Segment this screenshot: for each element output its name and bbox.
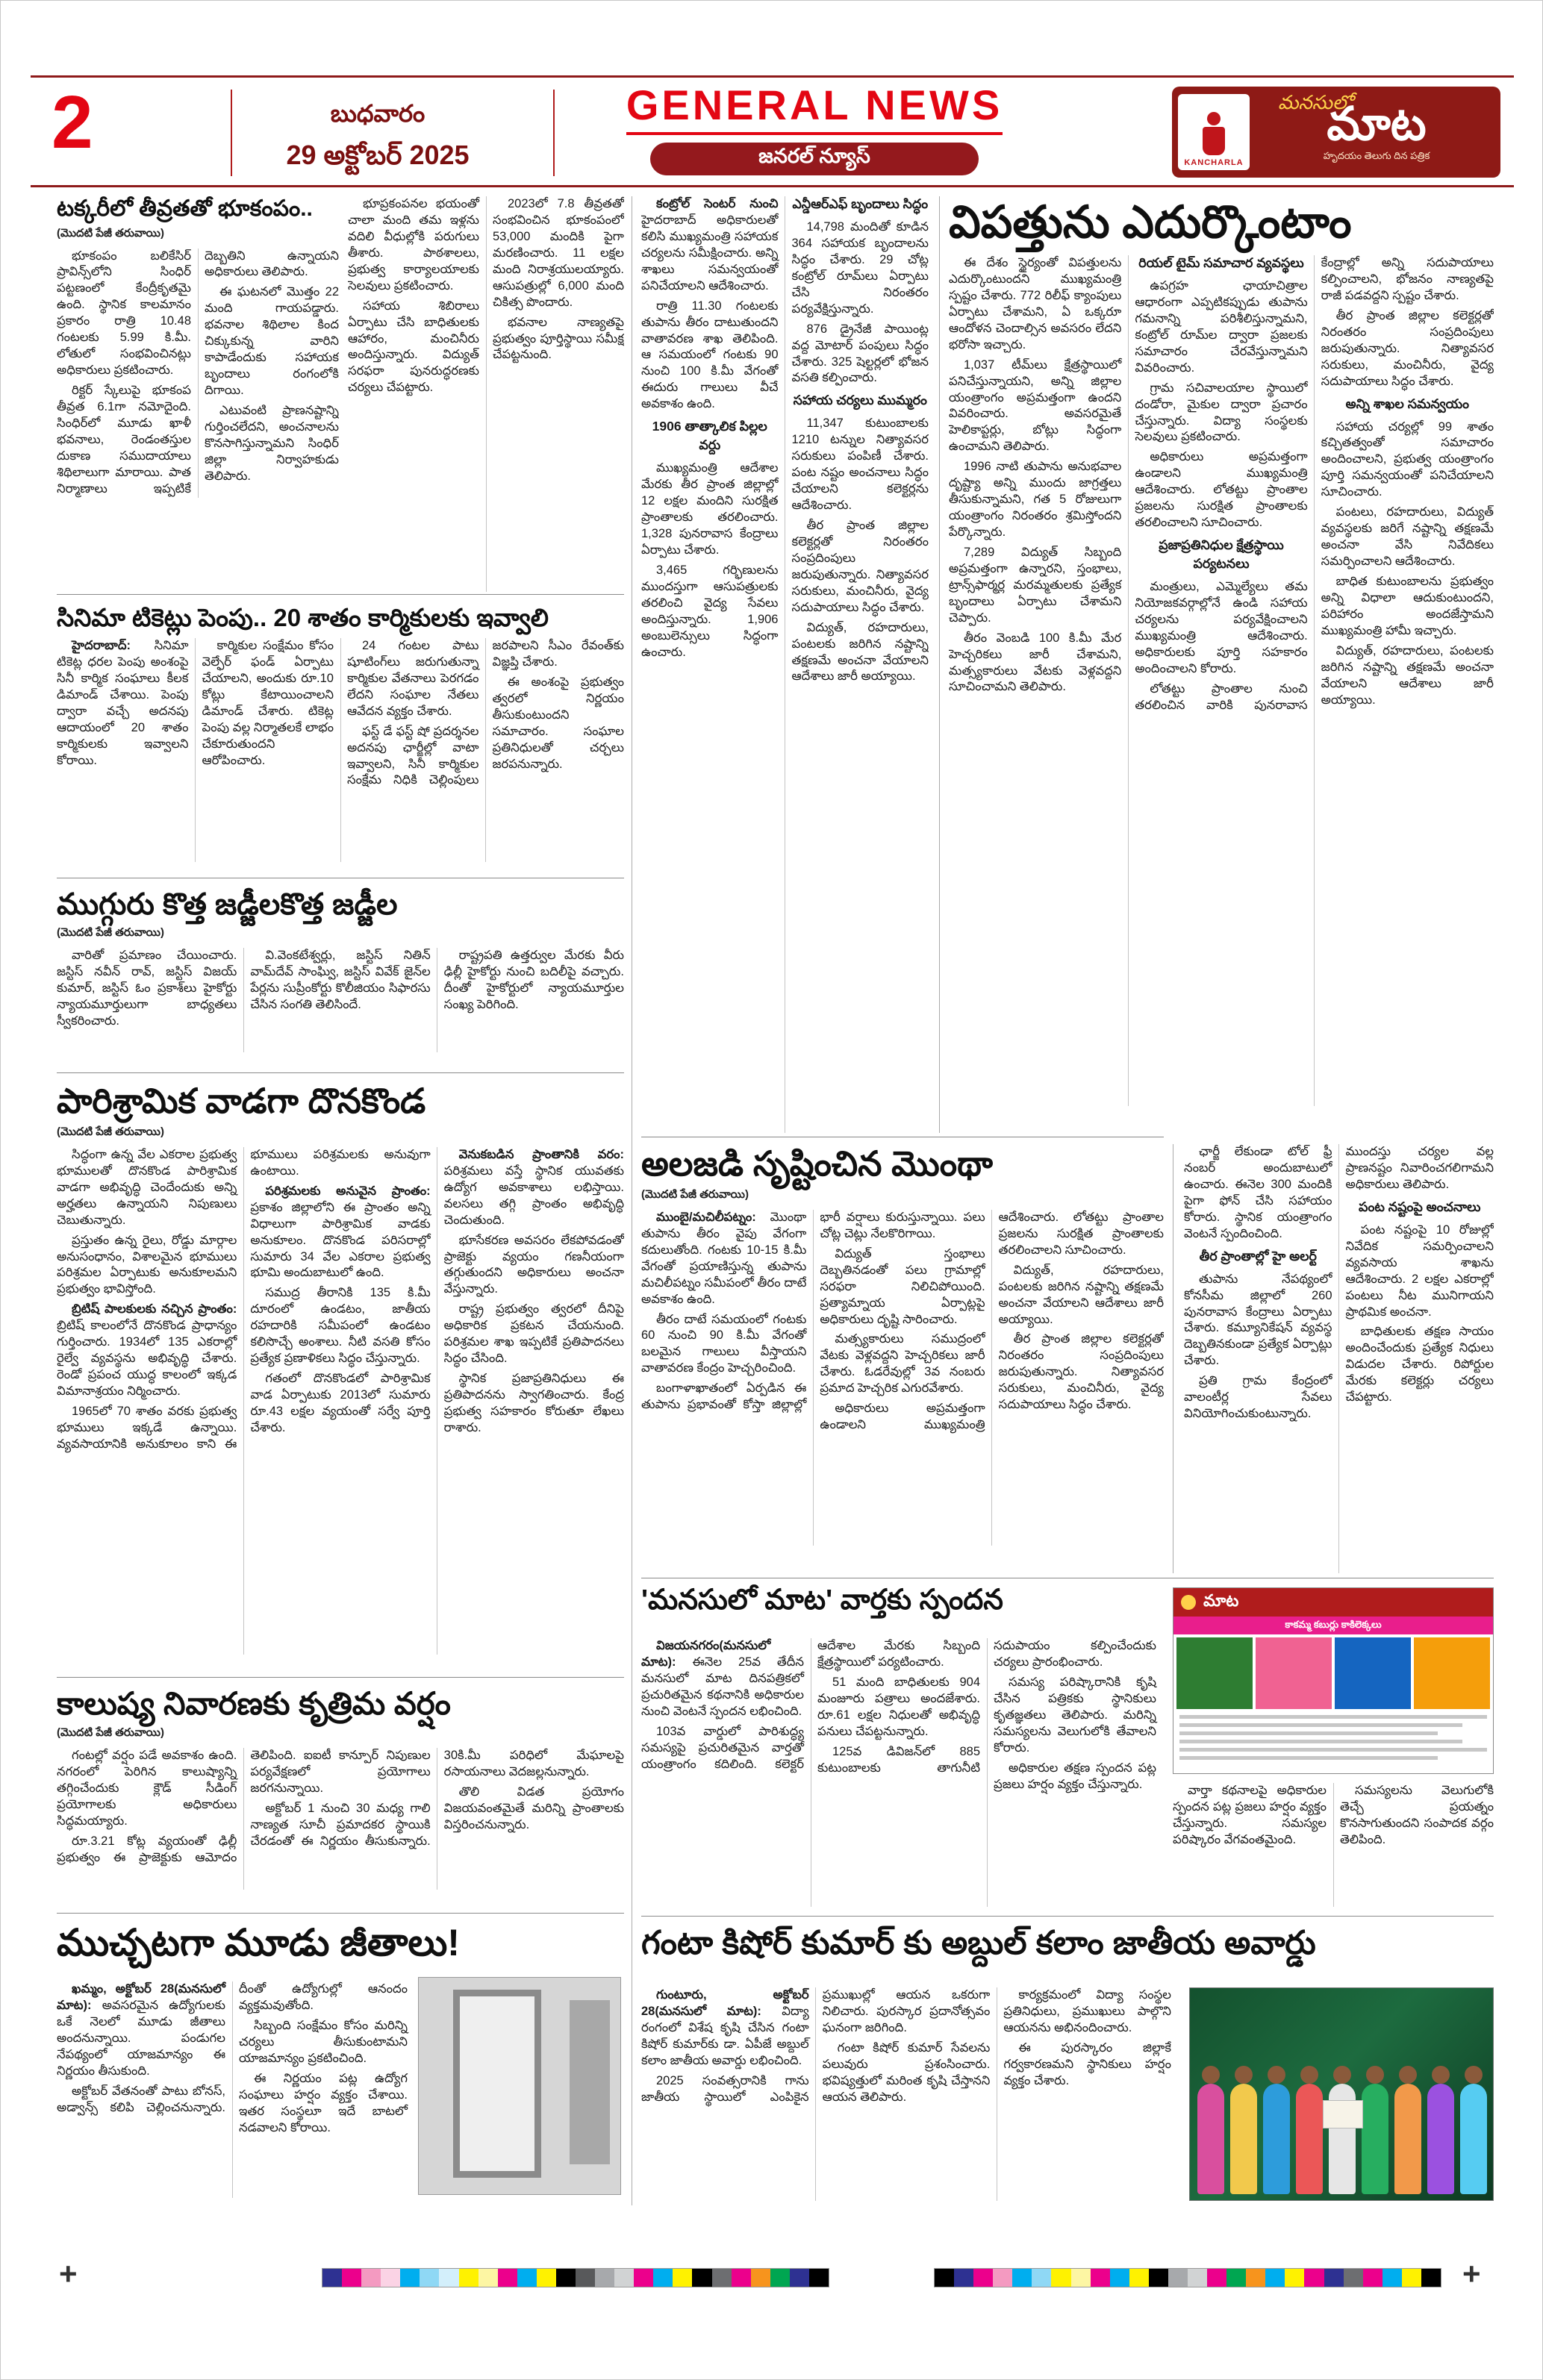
disaster-side-body (1184, 1144, 1494, 1573)
paragraph: పరిశ్రమలకు అనువైన ప్రాంతం: ప్రకాశం జిల్లాలోని ఈ ప్రాంతం అన్ని విధాలుగా పారిశ్రామిక వాడకు అనుకూలం. దొనకొండ పరిసరాల్లో సుమారు 34 వేల ఎకరాల ప్రభుత్వ భూమి అందుబాటులో ఉంది. (250, 1184, 431, 1280)
color-swatch (361, 2269, 381, 2287)
color-swatch (1324, 2269, 1344, 2287)
color-swatch (1344, 2269, 1363, 2287)
page-header (31, 75, 1514, 187)
earthquake-body-right (348, 196, 624, 592)
color-swatch (1265, 2269, 1285, 2287)
paragraph: రిక్టర్ స్కేలుపై భూకంప తీవ్రత 6.1గా నమోదైంది. సింధిర్‌లో మూడు ఖాళీ భవనాలు, రెండంతస్తుల దుకాణ సముదాయాలు శిథిలాలుగా మారాయి. పాత నిర్మాణాలు ఇప్పటికే దెబ్బతిని ఉన్నాయని అధికారులు తెలిపారు. (57, 249, 339, 496)
date-block (255, 100, 501, 178)
paragraph: 14,798 మందితో కూడిన 364 సహాయక బృందాలను సిద్ధం చేశారు. 29 చోట్ల కంట్రోల్ రూమ్‌లు ఏర్పాటు చేసి నిరంతరం పర్యవేక్షిస్తున్నారు. (791, 220, 929, 316)
sub-headline: ఎన్డీఆర్ఎఫ్ బృందాలు సిద్ధం (792, 196, 929, 211)
paragraph: 24 గంటల పాటు షూటింగ్‌లు జరుగుతున్నా కార్మికుల వేతనాలు పెరగడం లేదని సంఘాల నేతలు ఆవేదన వ్యక్తం చేశారు. (347, 638, 479, 718)
paragraph: ఫస్ట్ డే ఫస్ట్ షో ప్రదర్శనల అదనపు ఛార్జీల్లో వాటా ఇవ్వాలని, సినీ కార్మికుల సంక్షేమ నిధికి చెల్లింపులు జరపాలని సీఎం రేవంత్‌కు విజ్ఞప్తి చేశారు. (347, 638, 624, 787)
paragraph: విజయనగరం(మనసులో మాట): ఈనెల 25వ తేదీన మనసులో మాట దినపత్రికలో ప్రచురితమైన కథనానికి అధికారుల నుంచి వెంటనే స్పందన లభించింది. (641, 1639, 804, 1718)
paragraph: రాష్ట్ర ప్రభుత్వం త్వరలో దీనిపై అధికారిక ప్రకటన చేయనుంది. పరిశ్రమల శాఖ ఇప్పటికే ప్రతిపాదనలు సిద్ధం చేసింది. (443, 1302, 624, 1366)
article-montha (641, 1144, 1164, 1573)
article-three-salaries (57, 1922, 624, 2205)
paragraph: కార్మికుల సంక్షేమం కోసం వెల్ఫేర్ ఫండ్ ఏర్పాటు చేయాలని, అందుకు రూ.10 కోట్లు కేటాయించాలని డిమాండ్ చేశారు. టికెట్ల పెంపు వల్ల నిర్మాతలకే లాభం చేకూరుతుందని ఆరోపించారు. (202, 638, 334, 767)
paragraph: ఎటువంటి ప్రాణనష్టాన్ని గుర్తించలేదని, అంచనాలను కొనసాగిస్తున్నామని సింధిర్ జిల్లా నిర్వాహకుడు తెలిపారు. (205, 403, 339, 483)
color-swatch (517, 2269, 537, 2287)
header-divider (553, 90, 555, 176)
color-swatch (1421, 2269, 1441, 2287)
paragraph: ఈ ఘటనలో మొత్తం 22 మంది గాయపడ్డారు. భవనాల శిథిలాల కింద చిక్కుకున్న వారిని కాపాడేందుకు సహాయక బృందాలు రంగంలోకి దిగాయి. (205, 285, 339, 397)
paragraph: బ్రిటిష్ పాలకులకు నచ్చిన ప్రాంతం: బ్రిటిష్ కాలంలోనే దొనకొండ ప్రాధాన్యం గుర్తించారు. 1934లో 135 ఎకరాల్లో రైల్వే వ్యవస్థను అభివృద్ధి చేశారు. రెండో ప్రపంచ యుద్ధ కాలంలో ఇక్కడ విమానాశ్రయం నిర్మించారు. (57, 1302, 237, 1399)
paragraph: తుపాను నేపథ్యంలో కోనసీమ జిల్లాలో 260 పునరావాస కేంద్రాలు ఏర్పాటు చేశారు. కమ్యూనికేషన్ వ్యవస్థ దెబ్బతినకుండా ప్రత్యేక ఏర్పాట్లు చేశారు. (1184, 1272, 1332, 1368)
cinema-body (57, 638, 624, 862)
paragraph: సమస్య పరిష్కారానికి కృషి చేసిన పత్రికకు స్థానికులు కృతజ్ఞతలు తెలిపారు. మరిన్ని సమస్యలను వెలుగులోకి తేవాలని కోరారు. (994, 1675, 1156, 1755)
paragraph: తొలి విడత ప్రయోగం విజయవంతమైతే మరిన్ని ప్రాంతాలకు విస్తరించనున్నారు. (443, 1785, 624, 1832)
award-headline: గంటా కిషోర్ కుమార్ కు అబ్దుల్ కలాం జాతీయ అవార్డు (641, 1925, 1316, 1961)
person-figure (1230, 2084, 1257, 2194)
paragraph: ముఖ్యమంత్రి ఆదేశాల మేరకు తీర ప్రాంత జిల్లాల్లో 12 లక్షల మందిని సురక్షిత ప్రాంతాలకు తరలించారు. 1,328 పునరావాస కేంద్రాలు ఏర్పాటు చేశారు. (641, 461, 779, 557)
mini-photo (1176, 1637, 1253, 1709)
color-swatch (614, 2269, 634, 2287)
sub-headline: ప్రజాప్రతినిధుల క్షేత్రస్థాయి పర్యటనలు (1159, 537, 1284, 572)
paragraph: విద్యుత్, రహదారులు, పంటలకు జరిగిన నష్టాన్ని తక్షణమే అంచనా వేయాలని ఆదేశాలు జారీ అయ్యాయి. (1321, 643, 1494, 707)
paragraph: 7,289 విద్యుత్ సిబ్బంది అప్రమత్తంగా ఉన్నారని, స్తంభాలు, ట్రాన్స్‌ఫార్మర్ల మరమ్మతులకు ప్రత్యేక బృందాలు ఏర్పాటు చేశామని చెప్పారు. (949, 545, 1122, 625)
paragraph: తీరం వెంబడి 100 కి.మీ మేర హెచ్చరికలు జారీ చేశామని, మత్స్యకారులు వేటకు వెళ్లవద్దని సూచించామని తెలిపారు. (949, 631, 1122, 694)
color-swatch (993, 2269, 1012, 2287)
paragraph: భూసేకరణ అవసరం లేకపోవడంతో ప్రాజెక్టు వ్యయం గణనీయంగా తగ్గుతుందని అధికారులు అంచనా వేస్తున్నారు. (443, 1233, 624, 1296)
paragraph: 2025 సంవత్సరానికి గాను జాతీయ స్థాయిలో ఎంపికైన ప్రముఖుల్లో ఆయన ఒకరుగా నిలిచారు. పురస్కార ప్రదానోత్సవం ఘనంగా జరిగింది. (641, 1988, 991, 2104)
paragraph: కంట్రోల్ సెంటర్ నుంచి హైదరాబాద్ అధికారులతో కలిసి ముఖ్యమంత్రి సహాయక చర్యలను సమీక్షించారు. అన్ని శాఖలు సమన్వయంతో పనిచేయాలని ఆదేశించారు. (641, 197, 779, 293)
paragraph: గ్రామ సచివాలయాల స్థాయిలో దండోరా, మైకుల ద్వారా ప్రచారం చేస్తున్నారు. విద్యా సంస్థలకు సెలవులు ప్రకటించారు. (1135, 381, 1308, 444)
color-swatch (479, 2269, 498, 2287)
award-body (641, 1987, 1171, 2201)
logo-main (1259, 90, 1494, 164)
rain-headline: కాలుష్య నివారణకు కృత్రిమ వర్షం (57, 1686, 451, 1721)
color-swatch (342, 2269, 361, 2287)
color-swatch (556, 2269, 576, 2287)
disaster-body (949, 255, 1494, 1106)
column-rule (939, 196, 940, 1133)
paragraph: సమస్యలను వెలుగులోకి తెచ్చే ప్రయత్నం కొనసాగుతుందని సంపాదక వర్గం తెలిపింది. (1340, 1784, 1494, 1846)
response-headline: 'మనసులో మాట' వార్తకు స్పందన (641, 1584, 1003, 1616)
color-swatch (420, 2269, 439, 2287)
color-swatch (1226, 2269, 1246, 2287)
mini-photo (1414, 1637, 1490, 1709)
paragraph: ఈ అంశంపై ప్రభుత్వం త్వరలో నిర్ణయం తీసుకుంటుందని సమాచారం. సంఘాల ప్రతినిధులతో చర్చలు జరపనున్నారు. (492, 675, 624, 771)
logo-tagline: హృదయం తెలుగు దిన పత్రిక (1323, 150, 1430, 162)
color-swatch (751, 2269, 770, 2287)
color-swatch (692, 2269, 711, 2287)
sub-headline: పంట నష్టంపై అంచనాలు (1359, 1199, 1481, 1214)
color-registration-bar-left (322, 2268, 829, 2287)
paragraph: సహాయ శిబిరాలు ఏర్పాటు చేసి బాధితులకు ఆహారం, మంచినీరు అందిస్తున్నారు. విద్యుత్ సరఫరా పునరుద్ధరణకు చర్యలు చేపట్టారు. (348, 299, 479, 395)
response-body (641, 1638, 1156, 1907)
paragraph: వి.వెంకటేశ్వర్లు, జస్టిస్ నితిన్ వామ్‌దేవ్ సాంఘ్వి, జస్టిస్ వివేక్ జైన్‌ల పేర్లను సుప్రీంకోర్టు కొలీజియం సిఫారసు చేసిన సంగతి తెలిసిందే. (250, 949, 431, 1011)
article-earthquake-continued (348, 196, 624, 592)
rain-body (57, 1748, 624, 1890)
section-banner-telugu: జనరల్ న్యూస్ (650, 143, 979, 175)
color-swatch (1091, 2269, 1110, 2287)
section-rule (57, 1677, 624, 1678)
person-figure (1394, 2084, 1421, 2194)
weekday-label: బుధవారం (330, 100, 426, 127)
paragraph: గంటా కిషోర్ కుమార్ సేవలను పలువురు ప్రశంసించారు. భవిష్యత్తులో మరింత కృషి చేస్తానని ఆయన తెలిపారు. (822, 2040, 991, 2104)
mini-logo-icon (1181, 1595, 1196, 1610)
judges-headline: ముగ్గురు కొత్త జడ్జీలకొత్త జడ్జీల (57, 888, 398, 921)
color-swatch (1188, 2269, 1207, 2287)
paragraph: బంగాళాఖాతంలో ఏర్పడిన ఈ తుపాను ప్రభావంతో కోస్తా జిల్లాల్లో భారీ వర్షాలు కురుస్తున్నాయి. పలు చోట్ల చెట్లు నేలకొరిగాయి. (641, 1210, 985, 1412)
person-figure (1427, 2084, 1454, 2194)
paragraph: 125వ డివిజన్‌లో 885 కుటుంబాలకు తాగునీటి సదుపాయం కల్పించేందుకు చర్యలు ప్రారంభించారు. (817, 1639, 1156, 1775)
salaries-headline: ముచ్చటగా మూడు జీతాలు! (57, 1922, 460, 1964)
paragraph: స్థానిక ప్రజాప్రతినిధులు ఈ ప్రతిపాదనను స్వాగతించారు. కేంద్ర ప్రభుత్వ సహకారం కోరుతూ లేఖలు రాశారు. (443, 1372, 624, 1434)
earthquake-headline: టక్కరీలో తీవ్రతతో భూకంపం.. (57, 196, 313, 221)
color-swatch (1304, 2269, 1324, 2287)
section-rule (57, 594, 624, 595)
paragraph: రాత్రి 11.30 గంటలకు తుపాను తీరం దాటుతుందని వాతావరణ శాఖ తెలిపింది. ఆ సమయంలో గంటకు 90 నుంచి 100 కి.మీ వేగంతో ఈదురు గాలులు వీచే అవకాశం ఉంది. (641, 299, 779, 411)
person-figure (1296, 2084, 1323, 2194)
montha-headline: అలజడి సృష్టించిన మొంథా (641, 1144, 993, 1183)
paragraph: సిబ్బంది సంక్షేమం కోసం మరిన్ని చర్యలు తీసుకుంటామని యాజమాన్యం ప్రకటించింది. (239, 2018, 408, 2065)
color-swatch (790, 2269, 809, 2287)
door-photo (418, 1977, 621, 2195)
logo-side-label: KANCHARLA (1184, 158, 1244, 167)
judges-body (57, 948, 624, 1052)
door-panel (570, 2000, 610, 2164)
disaster-headline: విపత్తును ఎదుర్కొంటాం (949, 197, 1352, 247)
section-rule (641, 1916, 1494, 1917)
paragraph: వార్తా కథనాలపై అధికారుల స్పందన పట్ల ప్రజలు హర్షం వ్యక్తం చేస్తున్నారు. సమస్యల పరిష్కారం వేగవంతమైంది. (1173, 1784, 1327, 1846)
paragraph: గంటల్లో వర్షం పడే అవకాశం ఉంది. నగరంలో పెరిగిన కాలుష్యాన్ని తగ్గించేందుకు క్లౌడ్ సీడింగ్ ప్రయోగాలకు అధికారులు సిద్ధమయ్యారు. (57, 1749, 237, 1828)
color-swatch (973, 2269, 993, 2287)
paragraph: అధికారుల తక్షణ స్పందన పట్ల ప్రజలు హర్షం వ్యక్తం చేస్తున్నారు. (994, 1761, 1156, 1791)
mini-masthead (1173, 1588, 1493, 1617)
color-swatch (1402, 2269, 1421, 2287)
section-rule (57, 1072, 624, 1073)
paragraph: ఖమ్మం, అక్టోబర్ 28(మనసులో మాట): అవసరమైన ఉద్యోగులకు ఒకే నెలలో మూడు జీతాలు అందనున్నాయి. పండుగల నేపథ్యంలో యాజమాన్యం ఈ నిర్ణయం తీసుకుంది. (57, 1982, 225, 2078)
mini-photo (1335, 1637, 1411, 1709)
paragraph: అధికారులు అప్రమత్తంగా ఉండాలని ముఖ్యమంత్రి ఆదేశించారు. లోతట్టు ప్రాంతాల ప్రజలను సురక్షిత ప్రాంతాలకు తరలించాలని సూచించారు. (1135, 450, 1308, 530)
paragraph: వెనుకబడిన ప్రాంతానికి వరం: పరిశ్రమలు వస్తే స్థానిక యువతకు ఉద్యోగ అవకాశాలు లభిస్తాయి. వలసలు తగ్గి ప్రాంతం అభివృద్ధి చెందుతుంది. (443, 1147, 624, 1227)
color-registration-bar-right (934, 2268, 1441, 2287)
paragraph: 11,347 కుటుంబాలకు 1210 టన్నుల నిత్యావసర సరుకులు పంపిణీ చేశారు. పంట నష్టం అంచనాలు సిద్ధం చేయాలని కలెక్టర్లను ఆదేశించారు. (791, 416, 929, 513)
color-swatch (653, 2269, 673, 2287)
paragraph: 3,465 గర్భిణులను ముందస్తుగా ఆసుపత్రులకు తరలించి వైద్య సేవలు అందిస్తున్నారు. 1,906 అంబులెన్సులు సిద్ధంగా ఉంచారు. (641, 563, 779, 659)
mini-photo-collage (1173, 1634, 1493, 1712)
person-icon (1201, 112, 1226, 155)
color-swatch (935, 2269, 954, 2287)
paragraph: లోతట్టు ప్రాంతాల నుంచి తరలించిన వారికి పునరావాస కేంద్రాల్లో అన్ని సదుపాయాలు కల్పించాలని, భోజనం నాణ్యతపై రాజీ పడవద్దని స్పష్టం చేశారు. (1135, 256, 1494, 712)
masthead-logo (1172, 87, 1500, 178)
date-label: 29 అక్టోబర్ 2025 (286, 140, 470, 170)
paragraph: పంట నష్టంపై 10 రోజుల్లో నివేదిక సమర్పించాలని వ్యవసాయ శాఖను ఆదేశించారు. 2 లక్షల ఎకరాల్లో పంటలు నీట మునిగాయని ప్రాథమిక అంచనా. (1345, 1222, 1494, 1319)
paragraph: రూ.3.21 కోట్ల వ్యయంతో ఢిల్లీ ప్రభుత్వం ఈ ప్రాజెక్టుకు ఆమోదం తెలిపింది. ఐఐటీ కాన్పూర్ నిపుణుల పర్యవేక్షణలో ప్రయోగాలు జరగనున్నాయి. (57, 1749, 431, 1864)
paragraph: ఉపగ్రహ ఛాయాచిత్రాల ఆధారంగా ఎప్పటికప్పుడు తుపాను గమనాన్ని పరిశీలిస్తున్నామని, కంట్రోల్ రూమ్‌ల ద్వారా ప్రజలకు సమాచారం చేరవేస్తున్నామని వివరించారు. (1135, 279, 1308, 375)
color-swatch (595, 2269, 614, 2287)
paragraph: అక్టోబర్ వేతనంతో పాటు బోనస్, అడ్వాన్స్ కలిపి చెల్లించనున్నారు. దీంతో ఉద్యోగుల్లో ఆనందం వ్యక్తమవుతోంది. (57, 1982, 408, 2114)
paragraph: ఛార్జీ లేకుండా టోల్ ఫ్రీ నంబర్ అందుబాటులో ఉంచారు. ఈనెల 300 మందికి పైగా ఫోన్ చేసి సహాయం కోరారు. స్థానిక యంత్రాంగం వెంటనే స్పందించింది. (1184, 1145, 1332, 1240)
paragraph: గతంలో దొనకొండలో పారిశ్రామిక వాడ ఏర్పాటుకు 2013లో సుమారు రూ.43 లక్షల వ్యయంతో సర్వే పూర్తి చేశారు. (250, 1372, 431, 1434)
paragraph: ప్రస్తుతం ఉన్న రైలు, రోడ్డు మార్గాల అనుసంధానం, విశాలమైన భూములు పరిశ్రమల ఏర్పాటుకు అనుకూలమని ప్రభుత్వం భావిస్తోంది. (57, 1233, 237, 1296)
paragraph: తీర ప్రాంత జిల్లాల కలెక్టర్లతో నిరంతరం సంప్రదింపులు జరుపుతున్నారు. నిత్యావసర సరుకులు, మంచినీరు, వైద్య సదుపాయాలు సిద్ధం చేశారు. (791, 519, 929, 614)
color-swatch (1363, 2269, 1383, 2287)
color-swatch (1246, 2269, 1265, 2287)
color-swatch (954, 2269, 973, 2287)
color-swatch (809, 2269, 829, 2287)
article-control-centre (641, 196, 929, 1133)
paragraph: విద్యుత్ స్తంభాలు దెబ్బతినడంతో పలు గ్రామాల్లో సరఫరా నిలిచిపోయింది. ప్రత్యామ్నాయ ఏర్పాట్లపై అధికారులు దృష్టి సారించారు. (820, 1246, 985, 1326)
paragraph: అక్టోబర్ 1 నుంచి 30 మధ్య గాలి నాణ్యత సూచీ ప్రమాదకర స్థాయికి చేరడంతో ఈ నిర్ణయం తీసుకున్నారు. 30కి.మీ పరిధిలో మేఘాలపై రసాయనాలు వెదజల్లనున్నారు. (250, 1749, 624, 1848)
registration-crosshair-left: + (59, 2256, 78, 2291)
paragraph: పంటలు, రహదారులు, విద్యుత్ వ్యవస్థలకు జరిగే నష్టాన్ని తక్షణమే అంచనా వేసి నివేదికలు సమర్పించాలని ఆదేశించారు. (1321, 505, 1494, 568)
paragraph: ఈ దేశం స్థైర్యంతో విపత్తులను ఎదుర్కొంటుందని ముఖ్యమంత్రి స్పష్టం చేశారు. 772 రిలీఫ్ క్యాంపులు ఏర్పాటు చేశామని, ఏ ఒక్కరూ ఆందోళన చెందాల్సిన అవసరం లేదని భరోసా ఇచ్చారు. (949, 256, 1122, 352)
mini-photo (1256, 1637, 1332, 1709)
color-swatch (634, 2269, 653, 2287)
article-earthquake-lead (57, 196, 339, 592)
mini-text-lines (1173, 1712, 1493, 1767)
salaries-body (57, 1981, 408, 2198)
article-artificial-rain (57, 1686, 624, 1907)
paragraph: భవనాల నాణ్యతపై ప్రభుత్వం పూర్తిస్థాయి సమీక్ష చేపట్టనుంది. (493, 315, 624, 362)
paragraph: హైదరాబాద్: సినిమా టికెట్ల ధరల పెంపు అంశంపై సినీ కార్మిక సంఘాలు కీలక డిమాండ్ చేశాయి. పెంపు ద్వారా వచ్చే అదనపు ఆదాయంలో 20 శాతం కార్మికులకు ఇవ్వాలని కోరాయి. (57, 638, 189, 767)
montha-body (641, 1210, 1164, 1546)
paragraph: విద్యుత్, రహదారులు, పంటలకు జరిగిన నష్టాన్ని తక్షణమే అంచనా వేయాలని ఆదేశాలు జారీ అయ్యాయి. (791, 620, 929, 684)
sub-headline: అన్ని శాఖల సమన్వయం (1345, 396, 1469, 411)
color-swatch (1032, 2269, 1051, 2287)
person-figure (1263, 2084, 1290, 2194)
color-swatch (1285, 2269, 1304, 2287)
paragraph: 1965లో 70 శాతం వరకు ప్రభుత్వ భూములు ఇక్కడే ఉన్నాయి. వ్యవసాయానికి అనుకూలం కాని ఈ భూములు పరిశ్రమలకు అనువుగా ఉంటాయి. (57, 1147, 431, 1451)
response-side-body (1173, 1783, 1494, 1907)
logo-script-text: మనసులో (1278, 90, 1353, 113)
color-swatch (732, 2269, 751, 2287)
article-judges (57, 887, 624, 1068)
paragraph: మత్స్యకారులు సముద్రంలో వేటకు వెళ్లవద్దని హెచ్చరికలు జారీ చేశారు. ఓడరేవుల్లో 3వ నంబరు ప్రమాద హెచ్చరిక ఎగురవేశారు. (820, 1332, 985, 1396)
paragraph: అధికారులు అప్రమత్తంగా ఉండాలని ముఖ్యమంత్రి ఆదేశించారు. లోతట్టు ప్రాంతాల ప్రజలను సురక్షిత ప్రాంతాలకు తరలించాలని సూచించారు. (820, 1210, 1164, 1432)
color-swatch (1207, 2269, 1226, 2287)
rain-byline: (మొదటి పేజీ తరువాయి) (57, 1726, 164, 1740)
paragraph: 1996 నాటి తుపాను అనుభవాల దృష్ట్యా అన్ని ముందు జాగ్రత్తలు తీసుకున్నామని, గత 5 రోజులుగా యంత్రాంగం నిరంతరం శ్రమిస్తోందని పేర్కొన్నారు. (949, 460, 1122, 539)
mini-headline-strip: కాకమ్మ కబుర్లు కాకిలెక్కలు (1173, 1617, 1493, 1634)
paragraph: 103వ వార్డులో పారిశుద్ధ్య సమస్యపై ప్రచురితమైన వార్తతో యంత్రాంగం కదిలింది. కలెక్టర్ ఆదేశాల మేరకు సిబ్బంది క్షేత్రస్థాయిలో పర్యటించారు. (641, 1639, 980, 1771)
logo-side-panel (1178, 94, 1250, 170)
article-donakonda (57, 1081, 624, 1672)
paragraph: 1,037 టీమ్‌లు క్షేత్రస్థాయిలో పనిచేస్తున్నాయని, అన్ని జిల్లాల యంత్రాంగం అప్రమత్తంగా ఉందని వివరించారు. అవసరమైతే హెలికాప్టర్లు, బోట్లు సిద్ధంగా ఉంచామని తెలిపారు. (949, 357, 1122, 454)
color-swatch (1051, 2269, 1070, 2287)
paragraph: సముద్ర తీరానికి 135 కి.మీ దూరంలో ఉండటం, జాతీయ రహదారికి సమీపంలో ఉండటం కలిసొచ్చే అంశాలు. నీటి వసతి కోసం ప్రత్యేక ప్రణాళికలు సిద్ధం చేస్తున్నారు. (250, 1286, 431, 1366)
paragraph: తీర ప్రాంత జిల్లాల కలెక్టర్లతో నిరంతరం సంప్రదింపులు జరుపుతున్నారు. నిత్యావసర సరుకులు, మంచినీరు, వైద్య సదుపాయాలు సిద్ధం చేశారు. (1321, 308, 1494, 388)
color-swatch (381, 2269, 400, 2287)
paragraph: 51 మంది బాధితులకు 904 మంజూరు పత్రాలు అందజేశారు. రూ.61 లక్షల నిధులతో అభివృద్ధి పనులు చేపట్టనున్నారు. (817, 1675, 980, 1738)
color-swatch (1383, 2269, 1402, 2287)
door-frame (453, 1990, 541, 2178)
paragraph: రాష్ట్రపతి ఉత్తర్వుల మేరకు వీరు ఢిల్లీ హైకోర్టు నుంచి బదిలీపై వచ్చారు. దీంతో హైకోర్టులో న్యాయమూర్తుల సంఖ్య పెరిగింది. (443, 949, 624, 1011)
registration-crosshair-right: + (1462, 2256, 1481, 2291)
color-swatch (712, 2269, 732, 2287)
paragraph: ముంబై/మచిలీపట్నం: మొంథా తుపాను తీరం వైపు వేగంగా కదులుతోంది. గంటకు 10-15 కి.మీ వేగంతో ప్రయాణిస్తున్న తుపాను మచిలీపట్నం సమీపంలో తీరం దాటే అవకాశం ఉంది. (641, 1210, 807, 1306)
mini-masthead-title: మాట (1203, 1590, 1239, 1610)
paragraph: ఈ పురస్కారం జిల్లాకే గర్వకారణమని స్థానికులు హర్షం వ్యక్తం చేశారు. (1003, 2040, 1171, 2087)
color-swatch (322, 2269, 342, 2287)
logo-title: మాట (1327, 98, 1427, 150)
header-divider (231, 90, 232, 176)
article-response (641, 1584, 1494, 1911)
earthquake-body-left (57, 249, 339, 498)
sub-headline: 1906 తాత్కాలిక పిల్లల వర్దు (652, 419, 767, 453)
paragraph: గుంటూరు, అక్టోబర్ 28(మనసులో మాట): విద్యా రంగంలో విశేష కృషి చేసిన గంటా కిషోర్ కుమార్‌కు డా. ఏపీజే అబ్దుల్ కలాం జాతీయ అవార్డు లభించింది. (641, 1988, 809, 2067)
color-swatch (1071, 2269, 1091, 2287)
paragraph: ఈ నిర్ణయం పట్ల ఉద్యోగ సంఘాలు హర్షం వ్యక్తం చేశాయి. ఇతర సంస్థలూ ఇదే బాటలో నడవాలని కోరాయి. (239, 2071, 408, 2134)
paragraph: 876 డ్రైనేజీ పాయింట్ల వద్ద మోటార్ పంపులు సిద్ధం చేశారు. 325 షెల్టర్లలో భోజన వసతి కల్పించారు. (791, 322, 929, 385)
person-figure (1460, 2084, 1487, 2194)
color-swatch (439, 2269, 458, 2287)
paragraph: బాధితులకు తక్షణ సాయం అందించేందుకు ప్రత్యేక నిధులు విడుదల చేశారు. రిపోర్టుల మేరకు కలెక్టర్లు చర్యలు చేపట్టారు. (1345, 1325, 1494, 1405)
color-swatch (459, 2269, 479, 2287)
color-swatch (770, 2269, 790, 2287)
paragraph: ప్రతి గ్రామ కేంద్రంలో వాలంటీర్ల సేవలు వినియోగించుకుంటున్నారు. ముందస్తు చర్యల వల్ల ప్రాణనష్టం నివారించగలిగామని అధికారులు తెలిపారు. (1184, 1145, 1494, 1421)
color-swatch (673, 2269, 692, 2287)
sub-headline: రియల్ టైమ్ సమాచార వ్యవస్థలు (1138, 255, 1304, 270)
montha-byline: (మొదటి పేజీ తరువాయి) (641, 1187, 749, 1201)
article-award (641, 1925, 1494, 2205)
paragraph: బాధిత కుటుంబాలను ప్రభుత్వం అన్ని విధాలా ఆదుకుంటుందని, పరిహారం అందజేస్తామని ముఖ్యమంత్రి హామీ ఇచ్చారు. (1321, 574, 1494, 637)
paragraph: సిద్ధంగా ఉన్న వేల ఎకరాల ప్రభుత్వ భూములతో దొనకొండ పారిశ్రామిక వాడగా అభివృద్ధి చెందేందుకు అన్ని అర్హతలు ఉన్నాయని నిపుణులు చెబుతున్నారు. (57, 1147, 237, 1227)
color-swatch (1129, 2269, 1149, 2287)
paragraph: వారితో ప్రమాణం చేయించారు. జస్టిస్ నవీన్ రావ్, జస్టిస్ విజయ్ కుమార్, జస్టిస్ ఓం ప్రకాశ్‌లు హైకోర్టు న్యాయమూర్తులుగా బాధ్యతలు స్వీకరించారు. (57, 949, 237, 1028)
color-swatch (400, 2269, 420, 2287)
person-figure (1362, 2084, 1388, 2194)
color-swatch (1168, 2269, 1188, 2287)
color-swatch (1012, 2269, 1032, 2287)
article-disaster-side (1184, 1144, 1494, 1573)
color-swatch (1110, 2269, 1129, 2287)
earthquake-byline: (మొదటి పేజీ తరువాయి) (57, 226, 164, 240)
sub-headline: తీర ప్రాంతాల్లో హై అలర్ట్ (1199, 1248, 1317, 1264)
article-disaster (949, 196, 1494, 1133)
cinema-headline: సినిమా టికెట్లు పెంపు.. 20 శాతం కార్మికులకు ఇవ్వాలి (57, 604, 549, 631)
paragraph: 2023లో 7.8 తీవ్రతతో సంభవించిన భూకంపంలో 53,000 మందికి పైగా మరణించారు. 11 లక్షల మంది నిరాశ్రయులయ్యారు. ఆసుపత్రుల్లో 6,000 మంది చికిత్స పొందారు. (493, 197, 624, 309)
person-figure (1197, 2084, 1224, 2194)
section-block (605, 81, 1023, 175)
paragraph: కార్యక్రమంలో విద్యా సంస్థల ప్రతినిధులు, ప్రముఖులు పాల్గొని ఆయనను అభినందించారు. (1003, 1988, 1171, 2034)
paragraph: విద్యుత్, రహదారులు, పంటలకు జరిగిన నష్టాన్ని తక్షణమే అంచనా వేయాలని ఆదేశాలు జారీ అయ్యాయి. (998, 1263, 1164, 1326)
paragraph: తీర ప్రాంత జిల్లాల కలెక్టర్లతో నిరంతరం సంప్రదింపులు జరుపుతున్నారు. నిత్యావసర సరుకులు, మంచినీరు, వైద్య సదుపాయాలు సిద్ధం చేశారు. (998, 1332, 1164, 1412)
control-centre-body (641, 196, 929, 1133)
color-swatch (576, 2269, 595, 2287)
paragraph: మంత్రులు, ఎమ్మెల్యేలు తమ నియోజకవర్గాల్లోనే ఉండి సహాయ చర్యలను పర్యవేక్షించాలని ముఖ్యమంత్రి ఆదేశించారు. అధికారులకు పూర్తి సహకారం అందించాలని కోరారు. (1135, 580, 1308, 675)
certificate (1323, 2100, 1363, 2128)
paragraph: భూప్రకంపనల భయంతో చాలా మంది తమ ఇళ్లను వదిలి వీధుల్లోకి పరుగులు తీశారు. పాఠశాలలు, ప్రభుత్వ కార్యాలయాలకు సెలవులు ప్రకటించారు. (348, 197, 479, 293)
paragraph: సహాయ చర్యల్లో 99 శాతం కచ్చితత్వంతో సమాచారం అందించాలని, ప్రభుత్వ యంత్రాంగం పూర్తి సమన్వయంతో పనిచేయాలని సూచించారు. (1321, 419, 1494, 499)
donakonda-body (57, 1147, 624, 1655)
color-swatch (1149, 2269, 1168, 2287)
section-title-english: GENERAL NEWS (626, 84, 1003, 135)
mini-newspaper-thumbnail (1173, 1587, 1494, 1774)
section-rule (57, 1913, 624, 1914)
article-cinema-tickets (57, 604, 624, 872)
paragraph: తీరం దాటే సమయంలో గంటకు 60 నుంచి 90 కి.మీ వేగంతో బలమైన గాలులు వీస్తాయని వాతావరణ కేంద్రం హెచ్చరించింది. (641, 1312, 807, 1375)
color-swatch (498, 2269, 517, 2287)
color-swatch (537, 2269, 556, 2287)
judges-byline: (మొదటి పేజీ తరువాయి) (57, 926, 164, 939)
page-number: 2 (52, 81, 93, 164)
donakonda-byline: (మొదటి పేజీ తరువాయి) (57, 1125, 164, 1138)
award-group-photo (1189, 1987, 1494, 2201)
sub-headline: సహాయ చర్యలు ముమ్మరం (793, 393, 927, 408)
donakonda-headline: పారిశ్రామిక వాడగా దొనకొండ (57, 1081, 426, 1120)
paragraph: భూకంపం బలికేసిర్ ప్రావిన్స్‌లోని సింధిర్ పట్టణంలో కేంద్రీకృతమై ఉంది. స్థానిక కాలమానం ప్రకారం రాత్రి 10.48 గంటలకు 5.99 కి.మీ. లోతులో సంభవించినట్లు అధికారులు ప్రకటించారు. (57, 249, 191, 378)
